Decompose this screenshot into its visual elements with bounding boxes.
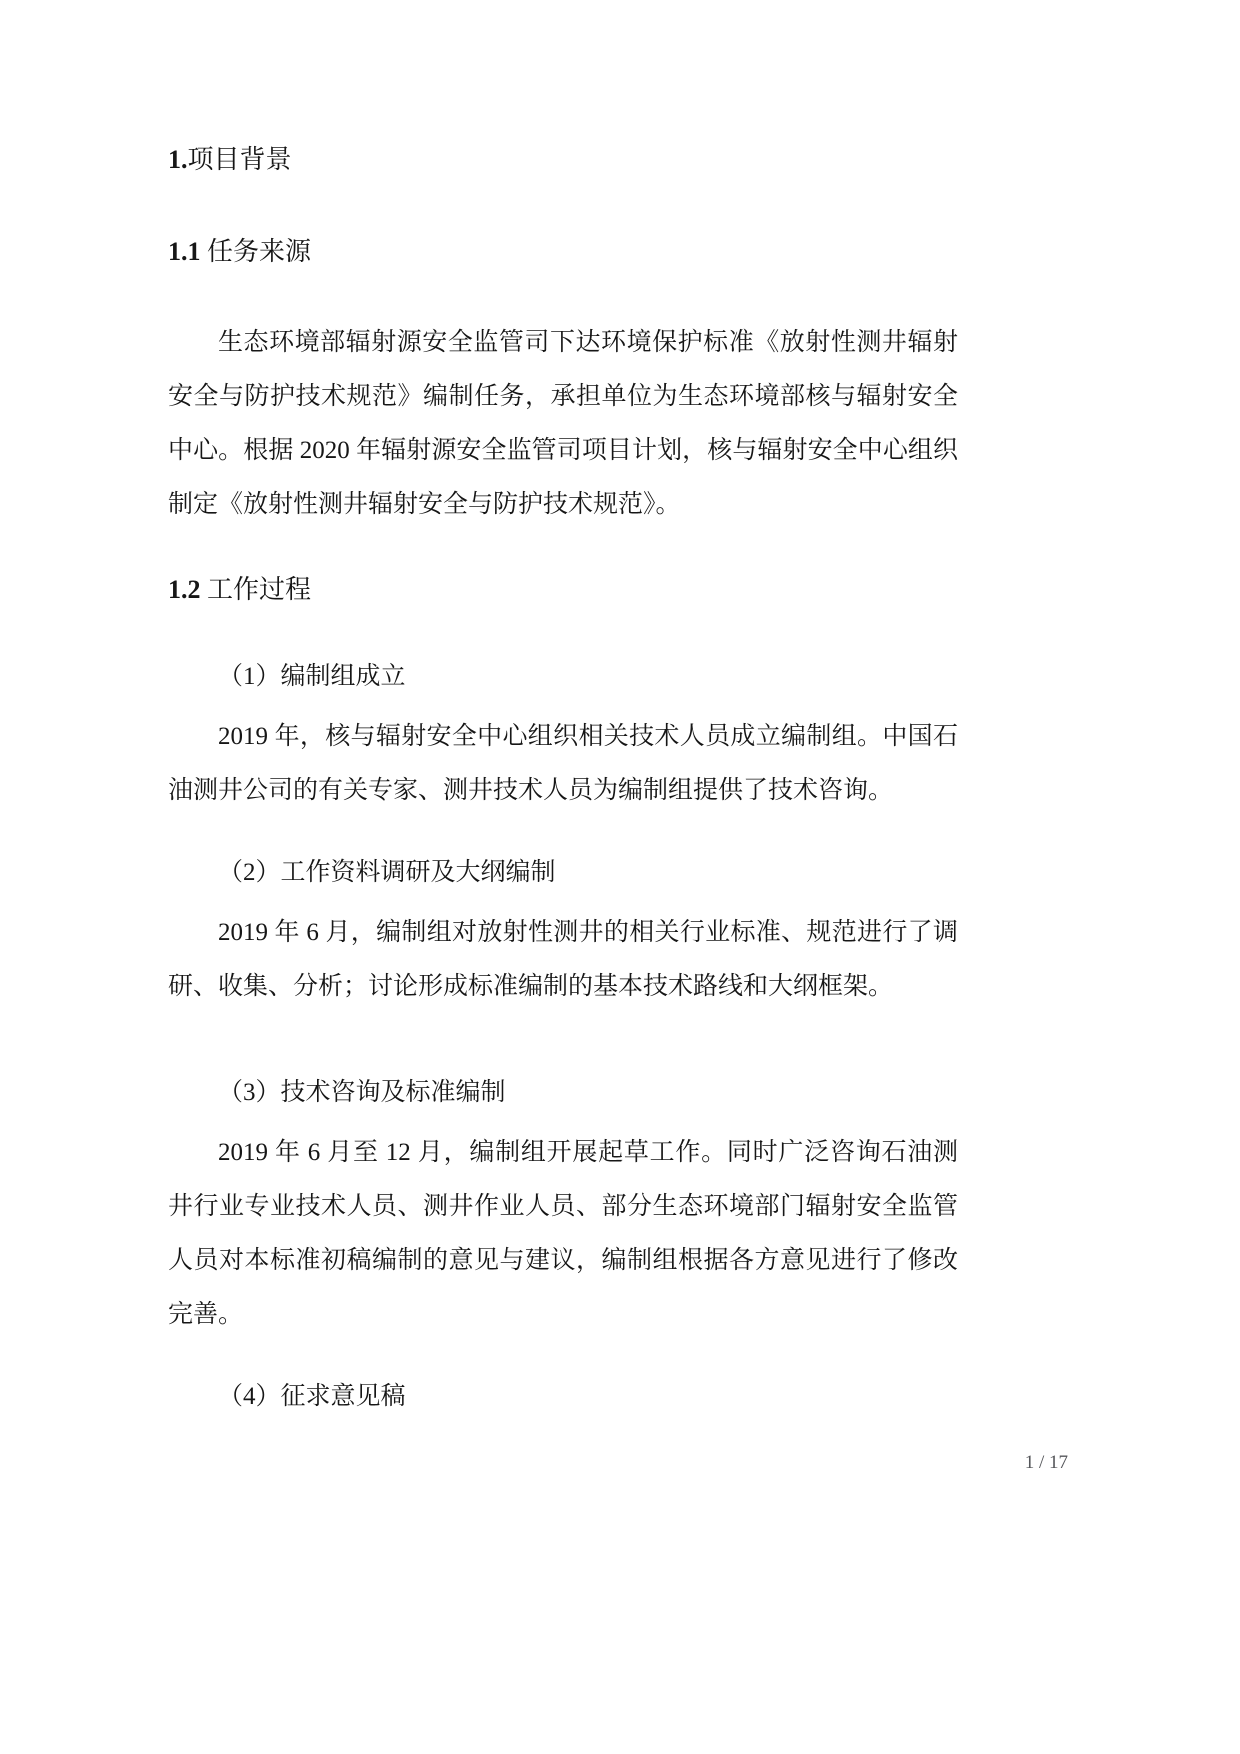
section-title: 任务来源: [207, 237, 312, 266]
heading-project-background: [168, 140, 958, 180]
list-item-body-2: 2019 年 6 月，编制组对放射性测井的相关行业标准、规范进行了调研、收集、分析；讨论形成标准编制的基本技术路线和大纲框架。: [168, 919, 958, 1000]
list-item-label-1: （1）编制组成立: [218, 663, 406, 690]
spacer: [168, 560, 958, 570]
section-title: 工作过程: [207, 575, 312, 604]
page-number: 1 / 17: [1024, 1452, 1068, 1473]
page-footer: [0, 1452, 1240, 1474]
paragraph-task-source: 生态环境部辐射源安全监管司下达环境保护标准《放射性测井辐射安全与防护技术规范》编制任务，承担单位为生态环境部核与辐射安全中心。根据 2020 年辐射源安全监管司项目计划，核与辐射安全中心组织制定《放射性测井辐射安全与防护技术规范》。: [168, 329, 958, 518]
heading-number: 1.: [168, 145, 188, 174]
list-item-label-3: （3）技术咨询及标准编制: [218, 1079, 506, 1106]
heading-work-process: [168, 570, 958, 610]
list-item-label-4: （4）征求意见稿: [218, 1383, 406, 1410]
section-number: 1.1: [168, 237, 201, 266]
heading-text: 项目背景: [187, 145, 292, 174]
spacer: [168, 1042, 958, 1066]
section-number: 1.2: [168, 575, 201, 604]
list-item-body-3: 2019 年 6 月至 12 月，编制组开展起草工作。同时广泛咨询石油测井行业专业技术人员、测井作业人员、部分生态环境部门辐射安全监管人员对本标准初稿编制的意见与建议，编制组根据各方意见进行了修改完善。: [168, 1139, 958, 1328]
list-item-label-2: （2）工作资料调研及大纲编制: [218, 859, 556, 886]
list-item-body-1: 2019 年，核与辐射安全中心组织相关技术人员成立编制组。中国石油测井公司的有关专家、测井技术人员为编制组提供了技术咨询。: [168, 723, 958, 804]
heading-task-source: [168, 232, 958, 272]
page-content: [168, 140, 958, 1424]
